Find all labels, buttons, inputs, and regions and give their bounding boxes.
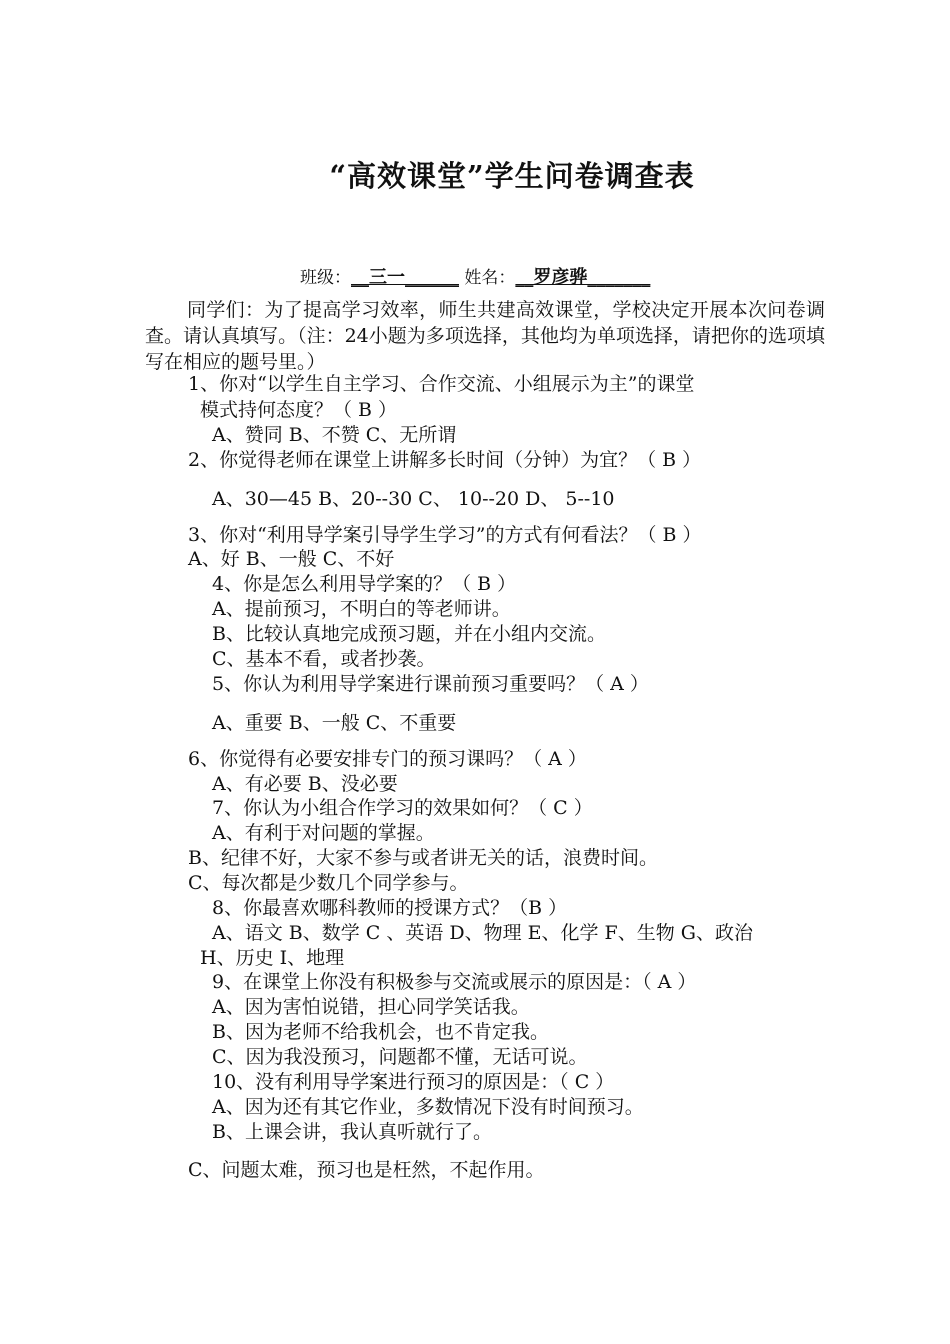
question-3: 3、你对“利用导学案引导学生学习”的方式有何看法？（ B ） bbox=[188, 524, 702, 546]
name-label: 姓名： bbox=[459, 268, 516, 288]
question-10-option-a: A、因为还有其它作业，多数情况下没有时间预习。 bbox=[212, 1096, 644, 1118]
question-7-option-a: A、有利于对问题的掌握。 bbox=[212, 822, 435, 844]
question-8-options: A、语文 B、数学 C 、英语 D、物理 E、化学 F、生物 G、政治 bbox=[212, 922, 753, 944]
intro-paragraph: 同学们：为了提高学习效率，师生共建高效课堂，学校决定开展本次问卷调查。请认真填写。（注：24小题为多项选择，其他均为单项选择，请把你的选项填写在相应的题号里。） bbox=[145, 299, 825, 373]
question-3-options: A、好 B、一般 C、不好 bbox=[188, 548, 395, 570]
question-9: 9、在课堂上你没有积极参与交流或展示的原因是：（ A ） bbox=[212, 971, 697, 993]
question-9-option-b: B、因为老师不给我机会，也不肯定我。 bbox=[212, 1021, 549, 1043]
student-info bbox=[300, 263, 650, 289]
question-2: 2、你觉得老师在课堂上讲解多长时间（分钟）为宜？（ B ） bbox=[188, 449, 702, 471]
question-8: 8、你最喜欢哪科教师的授课方式？（B ） bbox=[212, 897, 568, 919]
question-1: 1、你对“以学生自主学习、合作交流、小组展示为主”的课堂 bbox=[188, 373, 695, 395]
question-4-option-b: B、比较认真地完成预习题，并在小组内交流。 bbox=[212, 623, 606, 645]
question-10-option-c: C、问题太难，预习也是枉然，不起作用。 bbox=[188, 1159, 545, 1181]
question-4: 4、你是怎么利用导学案的？（ B ） bbox=[212, 573, 517, 595]
question-7-option-b: B、纪律不好，大家不参与或者讲无关的话，浪费时间。 bbox=[188, 847, 658, 869]
question-7-option-c: C、每次都是少数几个同学参与。 bbox=[188, 872, 469, 894]
question-1-options: A、赞同 B、不赞 C、无所谓 bbox=[212, 424, 457, 446]
question-9-option-a: A、因为害怕说错，担心同学笑话我。 bbox=[212, 996, 530, 1018]
question-5-options: A、重要 B、一般 C、不重要 bbox=[212, 712, 457, 734]
question-10: 10、没有利用导学案进行预习的原因是：（ C ） bbox=[212, 1071, 615, 1093]
question-6-options: A、有必要 B、没必要 bbox=[212, 773, 398, 795]
question-8-options-continued: H、历史 I、地理 bbox=[200, 947, 345, 969]
question-6: 6、你觉得有必要安排专门的预习课吗？（ A ） bbox=[188, 748, 587, 770]
question-7: 7、你认为小组合作学习的效果如何？（ C ） bbox=[212, 797, 593, 819]
question-5: 5、你认为利用导学案进行课前预习重要吗？（ A ） bbox=[212, 673, 649, 695]
question-9-option-c: C、因为我没预习，问题都不懂，无话可说。 bbox=[212, 1046, 588, 1068]
question-4-option-a: A、提前预习，不明白的等老师讲。 bbox=[212, 598, 511, 620]
class-label: 班级： bbox=[300, 268, 351, 288]
class-value[interactable]: __三一______ bbox=[351, 267, 459, 288]
question-2-options: A、30—45 B、20--30 C、 10--20 D、 5--10 bbox=[212, 488, 615, 510]
question-10-option-b: B、上课会讲，我认真听就行了。 bbox=[212, 1121, 492, 1143]
question-4-option-c: C、基本不看，或者抄袭。 bbox=[212, 648, 436, 670]
name-value[interactable]: __罗彦骅_______ bbox=[515, 267, 651, 288]
page-title: “高效课堂”学生问卷调查表 bbox=[329, 159, 695, 193]
question-1-continued: 模式持何态度？（ B ） bbox=[200, 399, 398, 421]
